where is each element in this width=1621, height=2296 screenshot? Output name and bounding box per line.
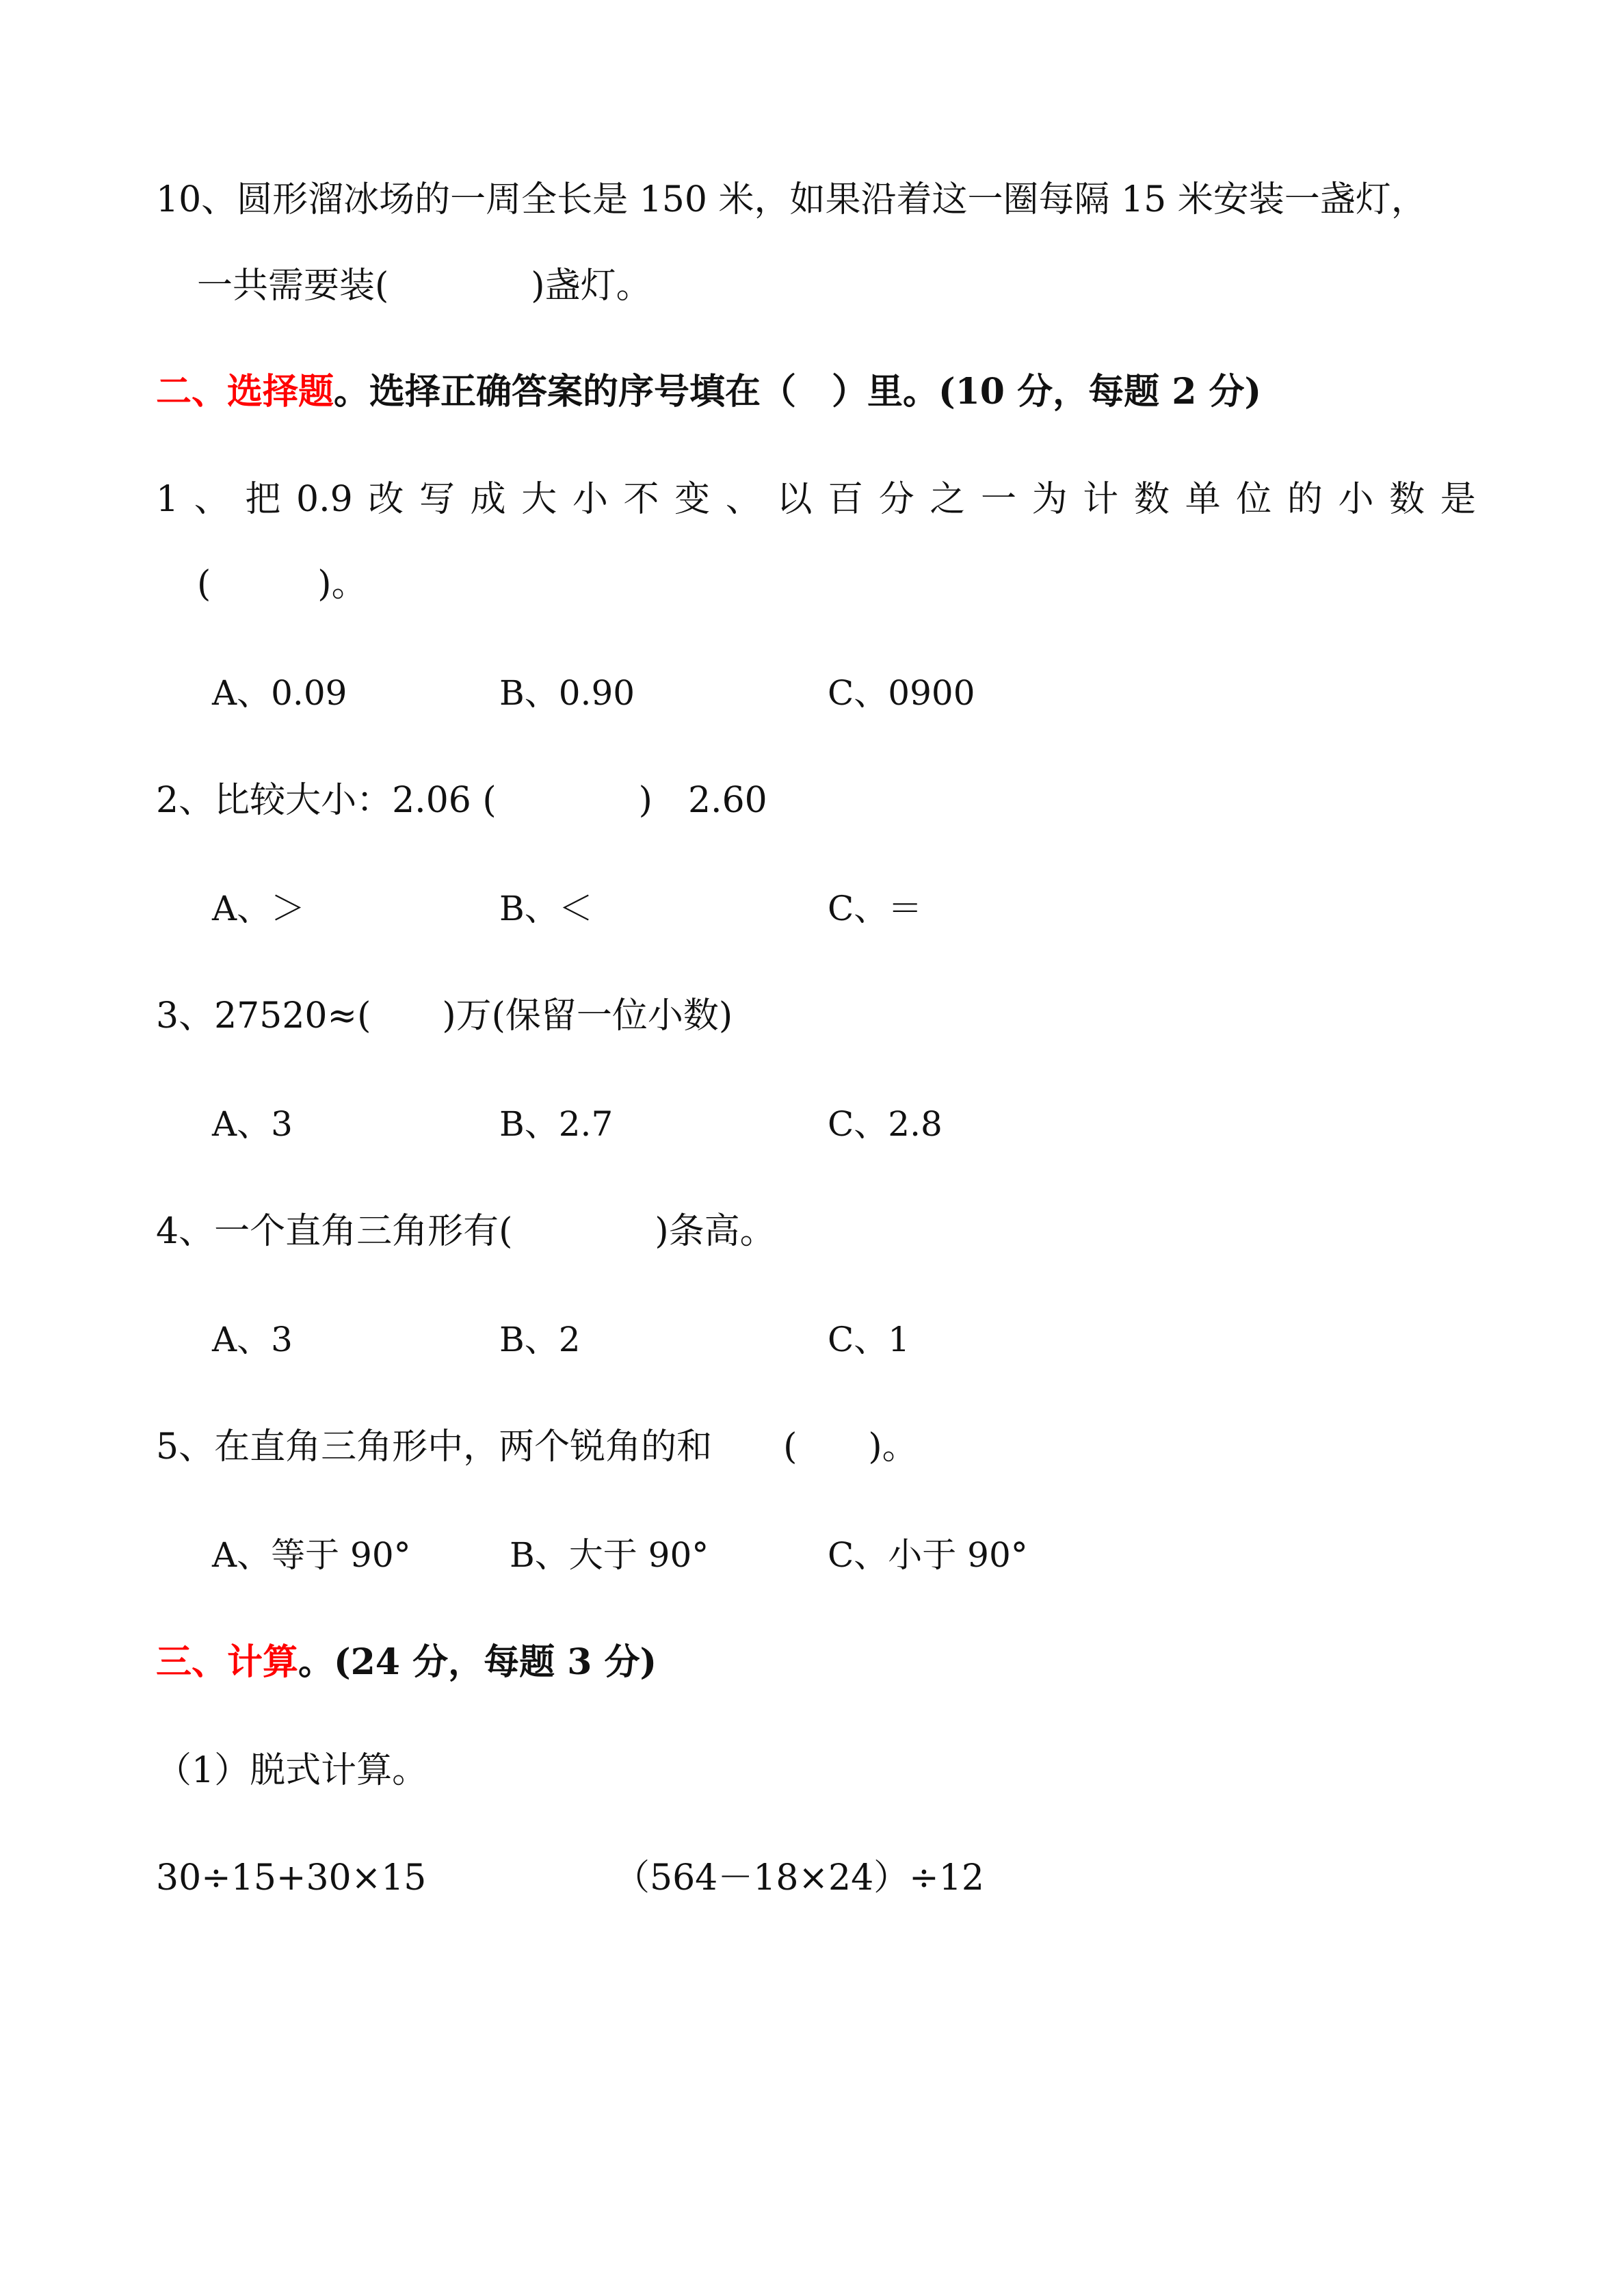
stem-token: 计: [1083, 479, 1119, 520]
stem-token: 一: [981, 479, 1017, 520]
stem-token: 1: [156, 479, 179, 520]
stem-token: 之: [930, 479, 966, 520]
option-c: C、1: [828, 1320, 910, 1359]
stem-token: 分: [878, 479, 914, 520]
option-b: B、＜: [499, 889, 593, 928]
stem-token: 位: [1236, 479, 1272, 520]
stem-token: 小: [572, 479, 608, 520]
option-a: A、＞: [212, 889, 306, 928]
stem-token: 、: [725, 479, 761, 520]
stem-token: 的: [1287, 479, 1323, 520]
stem-token: 成: [470, 479, 506, 520]
option-c: C、2.8: [828, 1104, 943, 1144]
choice-q3-stem: 3、27520≈( )万(保留一位小数): [156, 995, 733, 1036]
section-2-title: 二、选择题: [156, 371, 334, 413]
choice-q2-stem: 2、比较大小：2.06 ( ) 2.60: [156, 780, 767, 821]
stem-token: 把: [245, 479, 281, 520]
stem-token: 为: [1031, 479, 1068, 520]
stem-token: 大: [521, 479, 557, 520]
choice-q4-stem: 4、一个直角三角形有( )条高。: [156, 1211, 776, 1252]
option-c: C、小于 90°: [828, 1535, 1028, 1575]
stem-token: 数: [1389, 479, 1425, 520]
stem-token: 数: [1133, 479, 1170, 520]
option-c: C、0900: [828, 673, 975, 713]
option-c: C、＝: [828, 889, 923, 928]
option-a: A、等于 90°: [212, 1535, 411, 1575]
section-2-heading: [156, 368, 1261, 416]
choice-q1-answer-blank: ( )。: [197, 564, 367, 605]
expression-2: （564－18×24）÷12: [614, 1857, 984, 1899]
section-3-subheading: （1）脱式计算。: [156, 1750, 428, 1791]
option-b: B、大于 90°: [510, 1535, 709, 1575]
stem-token: 百: [828, 479, 864, 520]
option-a: A、0.09: [212, 673, 347, 713]
choice-q1-stem: [156, 475, 1476, 523]
expression-1: 30÷15+30×15: [156, 1857, 427, 1899]
stem-token: 0.9: [296, 479, 353, 520]
stem-token: 变: [674, 479, 711, 520]
stem-token: 写: [419, 479, 455, 520]
stem-token: 、: [194, 479, 230, 520]
q10-line-2: 一共需要装( )盏灯。: [197, 265, 652, 306]
option-a: A、3: [212, 1320, 293, 1359]
option-b: B、2: [499, 1320, 581, 1359]
stem-token: 改: [368, 479, 404, 520]
option-b: B、2.7: [499, 1104, 614, 1144]
stem-token: 不: [623, 479, 659, 520]
q10-line-1: 10、圆形溜冰场的一周全长是 150 米，如果沿着这一圈每隔 15 米安装一盏灯，: [156, 179, 1427, 220]
section-3-points: 。(24 分，每题 3 分): [298, 1641, 657, 1683]
stem-token: 单: [1185, 479, 1221, 520]
section-3-title: 三、计算: [156, 1641, 299, 1683]
choice-q5-stem: 5、在直角三角形中，两个锐角的和 ( )。: [156, 1426, 918, 1467]
option-b: B、0.90: [499, 673, 635, 713]
stem-token: 小: [1338, 479, 1374, 520]
section-3-heading: [156, 1639, 657, 1686]
stem-token: 以: [776, 479, 813, 520]
stem-token: 是: [1440, 479, 1476, 520]
option-a: A、3: [212, 1104, 293, 1144]
section-2-instructions: 。选择正确答案的序号填在（ ）里。(10 分，每题 2 分): [334, 371, 1262, 413]
